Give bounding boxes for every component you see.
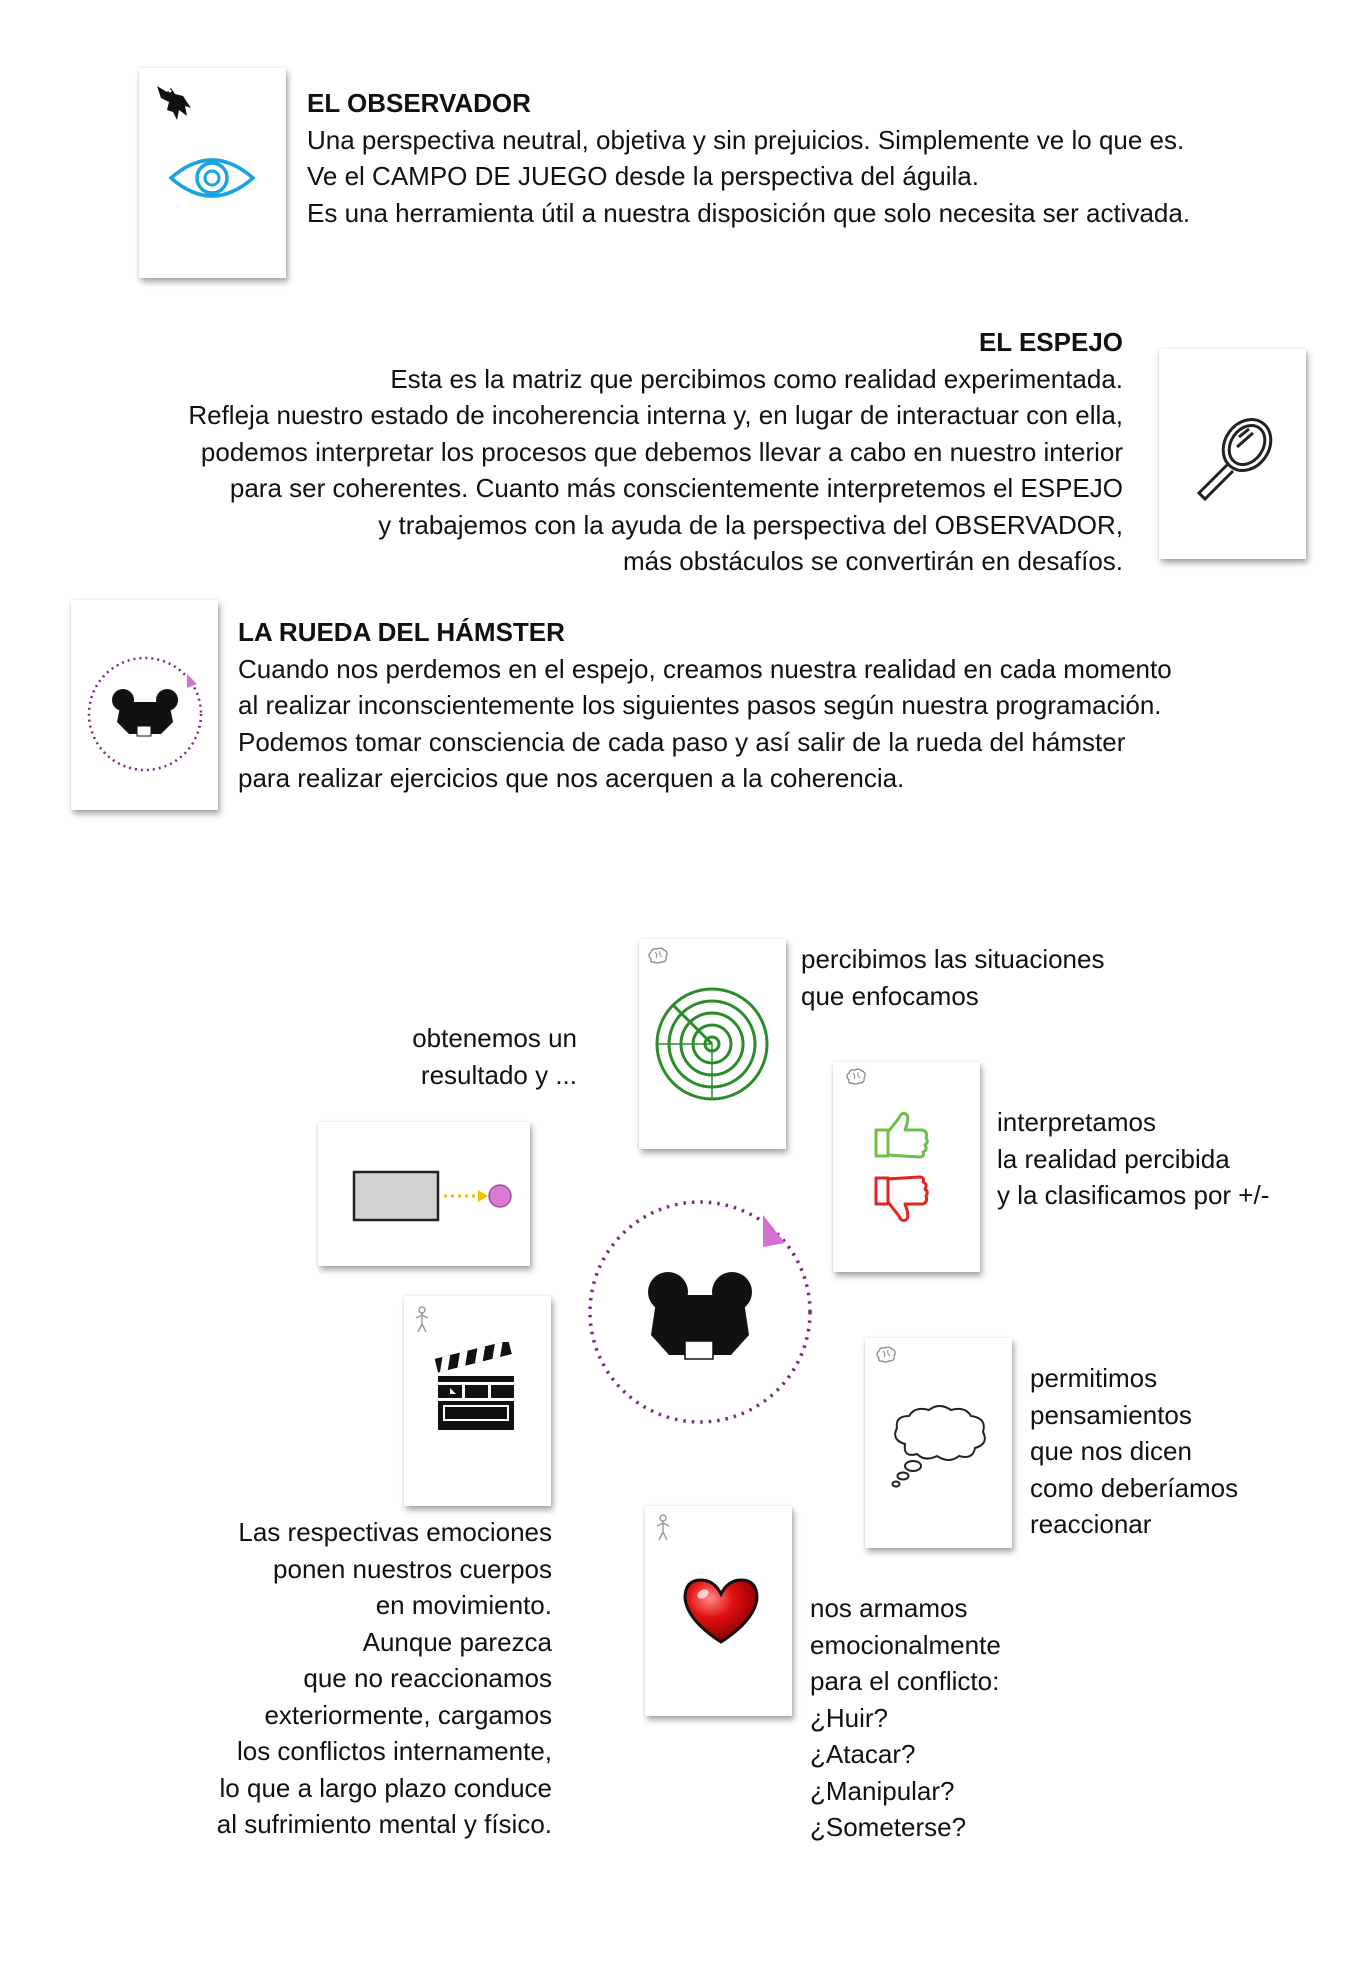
thoughts-line: que nos dicen [1030, 1436, 1192, 1466]
observer-card [139, 68, 286, 278]
perceive-text [801, 941, 1104, 1014]
movement-line: Aunque parezca [362, 1626, 552, 1657]
brain-icon [647, 947, 669, 965]
observer-line: Es una herramienta útil a nuestra disposición que solo necesita ser activada. [307, 197, 1191, 228]
emotions-line: ¿Huir? [810, 1702, 889, 1733]
emotions-text [810, 1590, 1001, 1846]
thoughts-text [1030, 1360, 1238, 1543]
hamster-line: Podemos tomar consciencia de cada paso y así salir de la rueda del hámster [238, 726, 1126, 757]
thoughts-card [865, 1338, 1012, 1548]
center-hamster-wheel [585, 1195, 815, 1425]
eye-icon [167, 148, 257, 208]
radar-icon [653, 985, 771, 1103]
emotions-card [645, 1506, 792, 1716]
movement-line: los conflictos internamente, [236, 1736, 552, 1766]
movement-text [217, 1514, 552, 1843]
interpret-line: interpretamos [997, 1107, 1156, 1137]
mirror-line: y trabajemos con la ayuda de la perspectiva del OBSERVADOR, [378, 509, 1123, 540]
hand-mirror-icon [1189, 411, 1281, 503]
thoughts-line: como deberíamos [1030, 1472, 1239, 1503]
thought-cloud-icon [887, 1404, 991, 1490]
mirror-line: podemos interpretar los procesos que debemos llevar a cabo en nuestro interior [200, 436, 1123, 467]
movement-line: lo que a largo plazo conduce [219, 1772, 552, 1803]
observer-title: EL OBSERVADOR [307, 88, 531, 118]
hamster-line: Cuando nos perdemos en el espejo, creamos nuestra realidad en cada momento [238, 653, 1172, 684]
result-line: resultado y ... [420, 1059, 577, 1090]
movement-line: al sufrimiento mental y físico. [216, 1809, 552, 1839]
interpret-line: la realidad percibida [997, 1143, 1230, 1174]
movement-line: exteriormente, cargamos [264, 1699, 552, 1730]
thoughts-line: permitimos [1030, 1363, 1158, 1393]
result-arrow-icon [352, 1164, 512, 1224]
emotions-line: emocionalmente [810, 1629, 1001, 1660]
mirror-text [188, 324, 1123, 580]
hamster-title: LA RUEDA DEL HÁMSTER [238, 617, 565, 647]
hamster-card [71, 600, 218, 810]
result-card [318, 1122, 530, 1266]
thumbs-down-icon [873, 1174, 931, 1224]
clapperboard-icon [434, 1342, 518, 1434]
mirror-line: más obstáculos se convertirán en desafíos. [622, 546, 1123, 576]
interpret-text [997, 1104, 1269, 1214]
observer-text [307, 85, 1190, 231]
hamster-line: al realizar inconscientemente los siguientes pasos según nuestra programación. [238, 690, 1162, 720]
hamster-line: para realizar ejercicios que nos acerquen a la coherencia. [238, 763, 905, 793]
result-text [412, 1020, 577, 1093]
emotions-line: ¿Someterse? [810, 1812, 967, 1842]
emotions-line: ¿Atacar? [810, 1739, 916, 1769]
hamster-text [238, 614, 1172, 797]
perceive-line: que enfocamos [801, 980, 979, 1011]
eagle-icon [153, 82, 195, 122]
emotions-line: nos armamos [810, 1593, 968, 1623]
mirror-title: EL ESPEJO [978, 327, 1123, 357]
observer-line: Una perspectiva neutral, objetiva y sin prejuicios. Simplemente ve lo que es. [307, 124, 1185, 155]
interpret-line: y la clasificamos por +/- [997, 1180, 1270, 1210]
emotions-line: ¿Manipular? [810, 1775, 955, 1806]
person-icon [653, 1514, 673, 1542]
movement-card [404, 1296, 551, 1506]
perceive-card [639, 939, 786, 1149]
person-icon [412, 1306, 432, 1334]
thoughts-line: pensamientos [1030, 1399, 1192, 1430]
movement-line: en movimiento. [375, 1590, 552, 1620]
mirror-line: Esta es la matriz que percibimos como realidad experimentada. [390, 363, 1123, 394]
movement-line: ponen nuestros cuerpos [273, 1553, 552, 1584]
brain-icon [875, 1346, 897, 1364]
heart-icon [681, 1576, 761, 1646]
result-line: obtenemos un [412, 1023, 577, 1053]
interpret-card [833, 1062, 980, 1272]
mirror-line: Refleja nuestro estado de incoherencia interna y, en lugar de interactuar con ella, [188, 400, 1123, 430]
mirror-card [1159, 349, 1306, 559]
emotions-line: para el conflicto: [810, 1666, 1000, 1696]
hamster-wheel-icon [83, 650, 207, 774]
observer-line: Ve el CAMPO DE JUEGO desde la perspectiva del águila. [307, 161, 979, 191]
mirror-line: para ser coherentes. Cuanto más conscientemente interpretemos el ESPEJO [229, 473, 1123, 503]
movement-line: Las respectivas emociones [238, 1517, 552, 1547]
perceive-line: percibimos las situaciones [801, 944, 1105, 974]
thumbs-up-icon [873, 1110, 931, 1160]
brain-icon [845, 1068, 867, 1086]
movement-line: que no reaccionamos [303, 1663, 552, 1693]
thoughts-line: reaccionar [1030, 1509, 1152, 1539]
